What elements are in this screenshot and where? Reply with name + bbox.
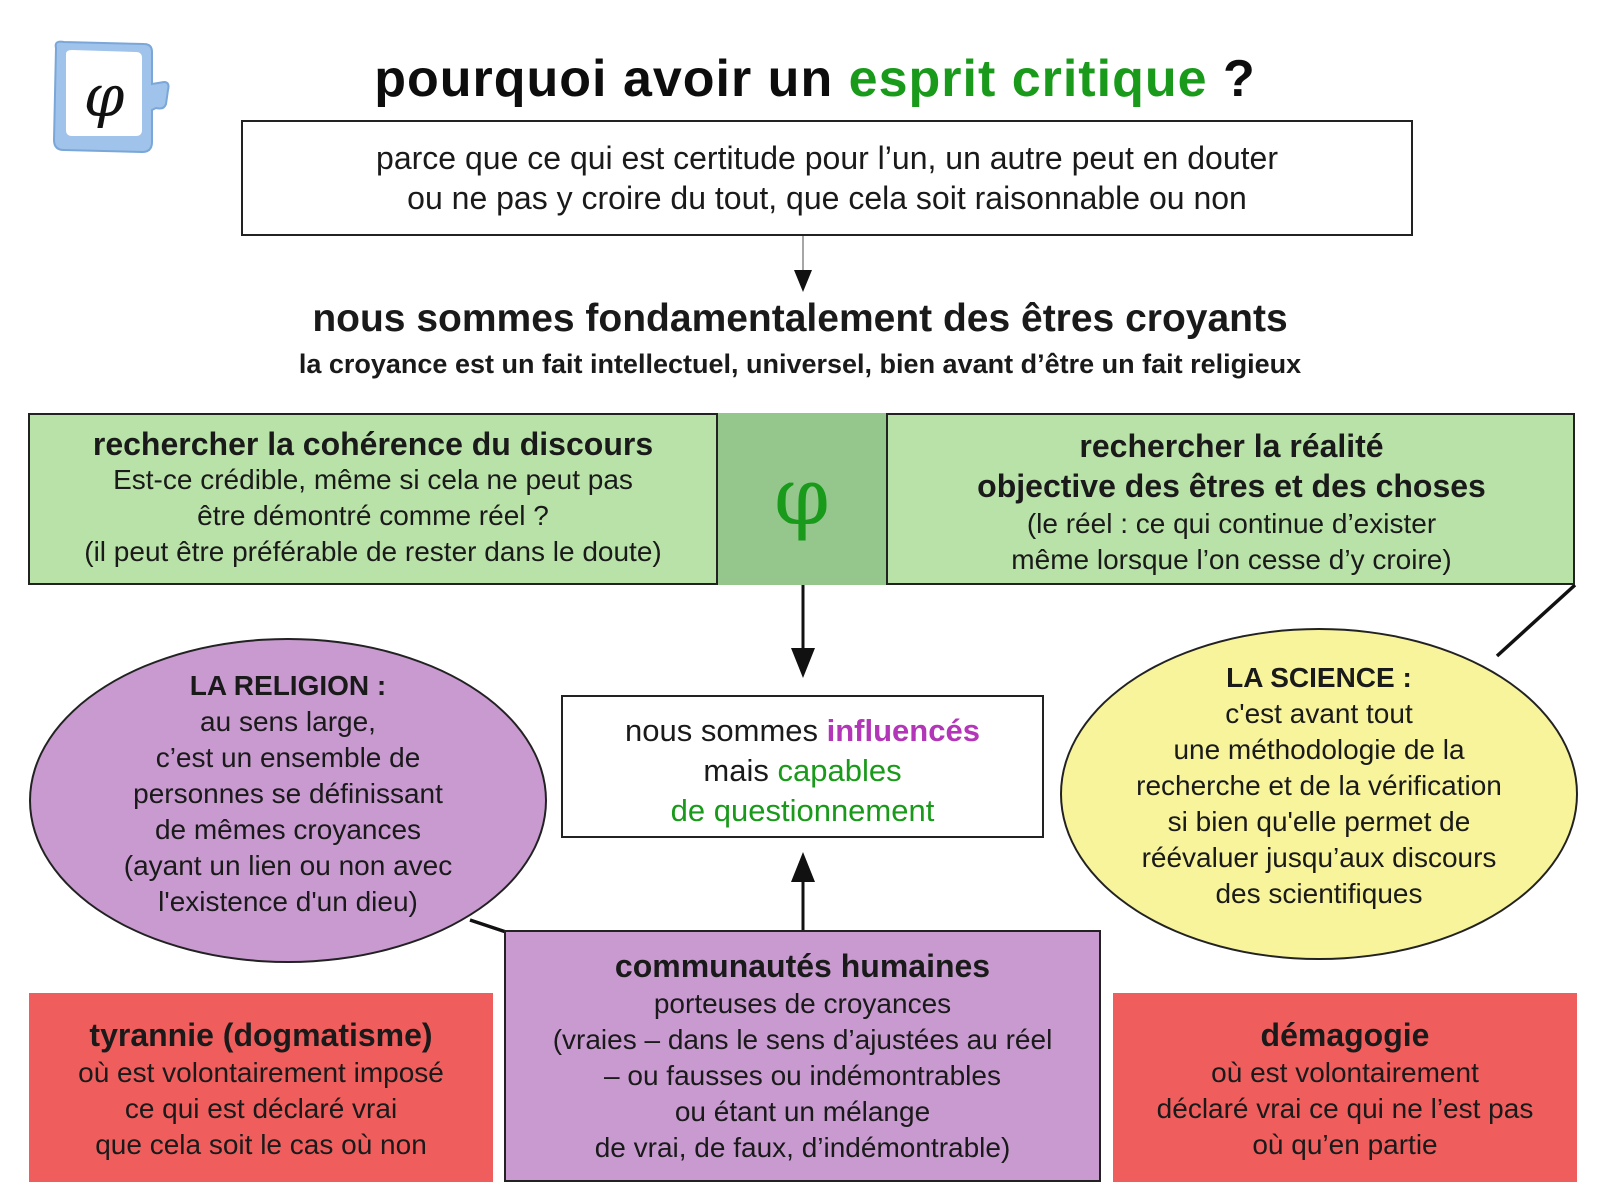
community-line: (vraies – dans le sens d’ajustées au réel [552, 1024, 1053, 1055]
influence-line2-accent: capables [777, 753, 902, 788]
reality-title-1: rechercher la réalité [1079, 428, 1384, 464]
influence-line-3: de questionnement [670, 793, 935, 828]
tyranny-line: ce qui est déclaré vrai [124, 1093, 398, 1124]
religion-line: au sens large, [200, 706, 376, 737]
science-ellipse [1060, 628, 1578, 960]
connector-religion-community [470, 920, 506, 932]
coherence-line-3: (il peut être préférable de rester dans le doute) [84, 536, 662, 567]
reality-title-2: objective des êtres et des choses [977, 468, 1486, 504]
title-part2: ? [1207, 50, 1256, 108]
community-line: de vrai, de faux, d’indémontrable) [594, 1132, 1011, 1163]
science-line: réévaluer jusqu’aux discours [1141, 842, 1497, 873]
tyranny-line: où est volontairement imposé [78, 1057, 444, 1088]
intro-line-2: ou ne pas y croire du tout, que cela soit raisonnable ou non [407, 180, 1247, 216]
science-title: LA SCIENCE : [1226, 662, 1412, 693]
religion-title: LA RELIGION : [189, 670, 387, 701]
title-part1: pourquoi avoir un [374, 50, 849, 108]
arrow-community-to-center-head [791, 852, 815, 882]
intro-line-1: parce que ce qui est certitude pour l’un, un autre peut en douter [376, 140, 1278, 176]
religion-ellipse [29, 638, 547, 963]
influence-line2-pre: mais [703, 753, 778, 788]
influence-box [561, 695, 1044, 838]
coherence-title: rechercher la cohérence du discours [92, 426, 654, 462]
religion-line: (ayant un lien ou non avec [123, 850, 453, 881]
arrow-green-to-center-head [791, 648, 815, 678]
svg-text:φ: φ [83, 62, 125, 130]
science-line: si bien qu'elle permet de [1167, 806, 1471, 837]
coherence-box [30, 415, 716, 583]
reality-line-1: (le réel : ce qui continue d’exister [1026, 508, 1437, 539]
arrow-intro-to-headline-head [794, 270, 812, 292]
community-box [504, 930, 1101, 1182]
connector-science-green [1497, 585, 1575, 656]
tyranny-line: que cela soit le cas où non [95, 1129, 427, 1160]
intro-box [241, 120, 1413, 236]
influence-pre: nous sommes [625, 713, 827, 748]
community-title: communautés humaines [614, 948, 991, 984]
influence-line-1 [563, 711, 1042, 751]
demagogy-line: déclaré vrai ce qui ne l’est pas [1156, 1093, 1534, 1124]
demagogy-line: où qu’en partie [1252, 1129, 1438, 1160]
tyranny-box [29, 993, 493, 1182]
headline: nous sommes fondamentalement des êtres croyants [312, 297, 1288, 340]
science-line: recherche et de la vérification [1136, 770, 1502, 801]
title-accent: esprit critique [848, 50, 1208, 108]
demagogy-box [1113, 993, 1577, 1182]
tyranny-title: tyrannie (dogmatisme) [89, 1017, 433, 1053]
phi-symbol-cell: φ [716, 413, 888, 585]
religion-line: c’est un ensemble de [155, 742, 421, 773]
influence-line-2 [563, 751, 1042, 791]
religion-line: personnes se définissant [133, 778, 443, 809]
science-line: des scientifiques [1215, 878, 1423, 909]
reality-box [888, 415, 1575, 583]
influence-accent: influencés [826, 713, 980, 748]
religion-line: l'existence d'un dieu) [158, 886, 418, 917]
religion-line: de mêmes croyances [154, 814, 422, 845]
demagogy-title: démagogie [1260, 1017, 1430, 1053]
community-line: – ou fausses ou indémontrables [604, 1060, 1001, 1091]
coherence-line-1: Est-ce crédible, même si cela ne peut pas [113, 464, 633, 495]
community-line: ou étant un mélange [674, 1096, 931, 1127]
science-line: une méthodologie de la [1173, 734, 1465, 765]
demagogy-line: où est volontairement [1211, 1057, 1479, 1088]
philosophy-speech-bubble-icon [48, 38, 178, 158]
science-line: c'est avant tout [1225, 698, 1413, 729]
community-line: porteuses de croyances [653, 988, 952, 1019]
coherence-line-2: être démontré comme réel ? [197, 500, 549, 531]
reality-line-2: même lorsque l’on cesse d’y croire) [1011, 544, 1452, 575]
page-title [250, 44, 1380, 114]
subline: la croyance est un fait intellectuel, universel, bien avant d’être un fait religieux [298, 349, 1302, 379]
